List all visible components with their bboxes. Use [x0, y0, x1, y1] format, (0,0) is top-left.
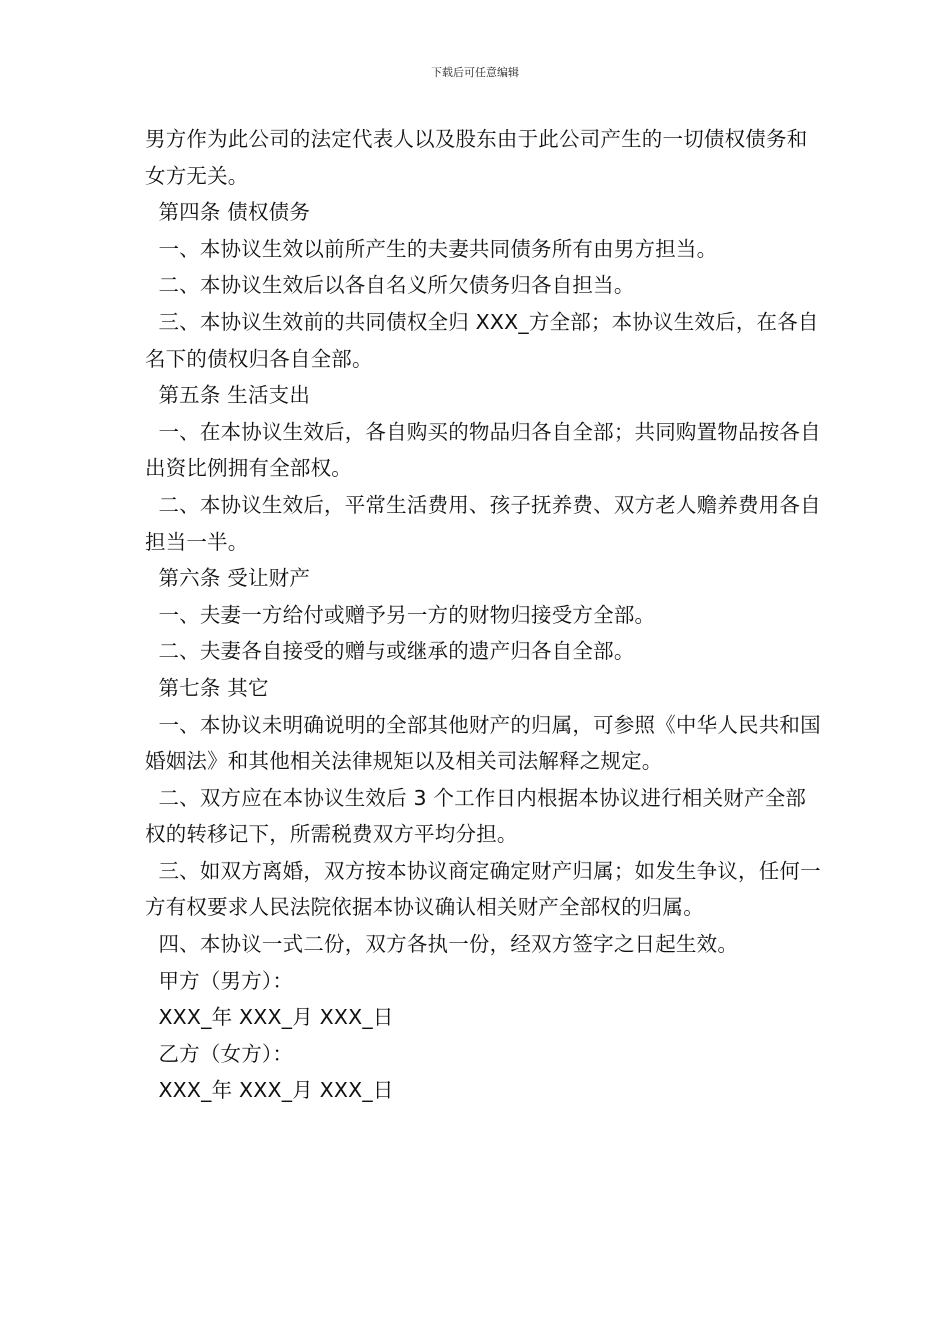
article-6-heading: 第六条 受让财产	[145, 566, 311, 591]
article-5-clause-2: 二、本协议生效后，平常生活费用、孩子抚养费、双方老人赡养费用各自担当一半。	[145, 492, 821, 554]
article-6-clause-2: 二、夫妻各自接受的赠与或继承的遗产归各自全部。	[145, 639, 635, 664]
party-a-label: 甲方（男方）：	[145, 968, 294, 993]
article-7-clause-2: 二、双方应在本协议生效后 3 个工作日内根据本协议进行相关财产全部权的转移记下，所需税费双方平均分担。	[145, 785, 807, 847]
article-4-clause-1: 一、本协议生效以前所产生的夫妻共同债务所有由男方担当。	[145, 236, 718, 261]
article-7-heading: 第七条 其它	[145, 675, 269, 700]
document-body	[145, 121, 825, 1109]
article-7-clause-3: 三、如双方离婚，双方按本协议商定确定财产归属；如发生争议，任何一方有权要求人民法院依据本协议确认相关财产全部权的归属。	[145, 858, 821, 920]
page-header: 下载后可任意编辑	[431, 66, 519, 79]
article-6-clause-1: 一、夫妻一方给付或赠予另一方的财物归接受方全部。	[145, 602, 656, 627]
article-5-heading: 第五条 生活支出	[145, 383, 311, 408]
article-7-clause-4: 四、本协议一式二份，双方各执一份，经双方签字之日起生效。	[145, 932, 739, 957]
article-4-clause-3: 三、本协议生效前的共同债权全归 XXX_方全部；本协议生效后，在各自名下的债权归各自全部。	[145, 309, 819, 371]
party-b-label: 乙方（女方）：	[145, 1041, 294, 1066]
article-7-clause-1: 一、本协议未明确说明的全部其他财产的归属，可参照《中华人民共和国婚姻法》和其他相关法律规矩以及相关司法解释之规定。	[145, 712, 821, 774]
party-a-date: XXX_年 XXX_月 XXX_日	[145, 1005, 394, 1030]
paragraph-company-liability: 男方作为此公司的法定代表人以及股东由于此公司产生的一切债权债务和女方无关。	[145, 127, 808, 188]
party-b-date: XXX_年 XXX_月 XXX_日	[145, 1078, 394, 1103]
article-4-heading: 第四条 债权债务	[145, 200, 311, 225]
article-4-clause-2: 二、本协议生效后以各自名义所欠债务归各自担当。	[145, 273, 635, 298]
article-5-clause-1: 一、在本协议生效后，各自购买的物品归各自全部；共同购置物品按各自出资比例拥有全部权。	[145, 419, 821, 481]
